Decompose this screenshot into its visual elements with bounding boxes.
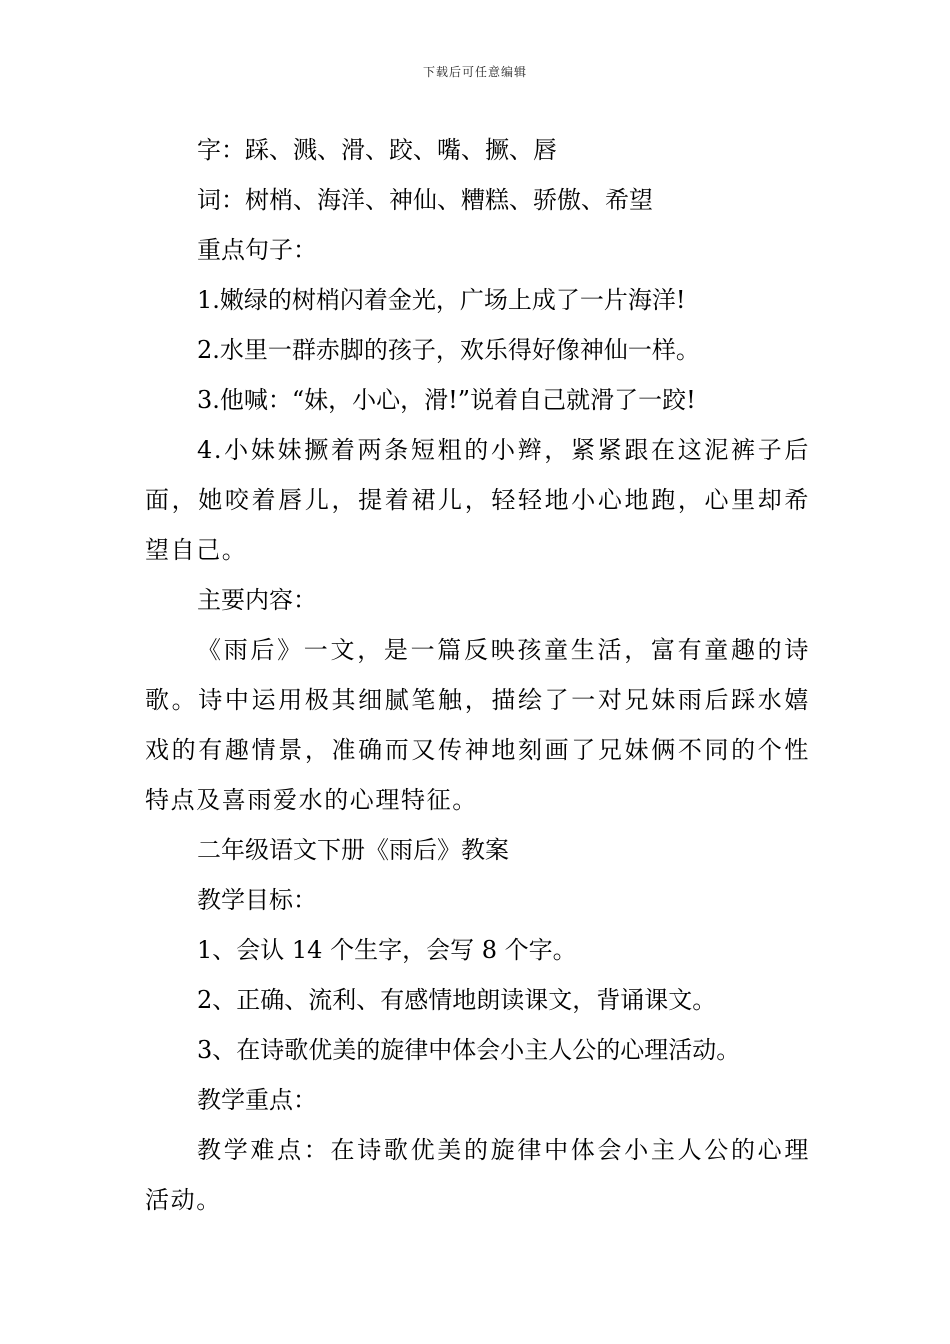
page-header: 下载后可任意编辑 <box>422 65 527 79</box>
paragraph-key-sentences-heading: 重点句子： <box>197 236 317 264</box>
paragraph-objective-2: 2、正确、流利、有感情地朗读课文，背诵课文。 <box>197 986 717 1014</box>
paragraph-main-content-heading: 主要内容： <box>197 586 317 614</box>
paragraph-main-content: 《雨后》一文，是一篇反映孩童生活，富有童趣的诗歌。诗中运用极其细腻笔触，描绘了一对兄妹雨后踩水嬉戏的有趣情景，准确而又传神地刻画了兄妹俩不同的个性特点及喜雨爱水的心理特征。 <box>145 636 810 814</box>
paragraph-sentence-3: 3.他喊：“妹，小心，滑!”说着自己就滑了一跤! <box>197 386 696 414</box>
paragraph-sentence-1: 1.嫩绿的树梢闪着金光，广场上成了一片海洋! <box>197 286 686 314</box>
paragraph-objective-3: 3、在诗歌优美的旋律中体会小主人公的心理活动。 <box>197 1036 741 1064</box>
paragraph-sentence-2: 2.水里一群赤脚的孩子，欢乐得好像神仙一样。 <box>197 336 700 364</box>
paragraph-characters: 字：踩、溅、滑、跤、嘴、撅、唇 <box>197 136 557 164</box>
document-body <box>145 125 810 1225</box>
paragraph-sentence-4: 4.小妹妹撅着两条短粗的小辫，紧紧跟在这泥裤子后面，她咬着唇儿，提着裙儿，轻轻地小心地跑，心里却希望自己。 <box>145 436 810 564</box>
paragraph-objectives-heading: 教学目标： <box>197 886 317 914</box>
paragraph-lesson-plan-title: 二年级语文下册《雨后》教案 <box>197 836 509 864</box>
paragraph-difficulties: 教学难点：在诗歌优美的旋律中体会小主人公的心理活动。 <box>145 1136 810 1214</box>
paragraph-objective-1: 1、会认 14 个生字，会写 8 个字。 <box>197 936 577 964</box>
paragraph-key-points-heading: 教学重点： <box>197 1086 317 1114</box>
paragraph-words: 词：树梢、海洋、神仙、糟糕、骄傲、希望 <box>197 186 653 214</box>
